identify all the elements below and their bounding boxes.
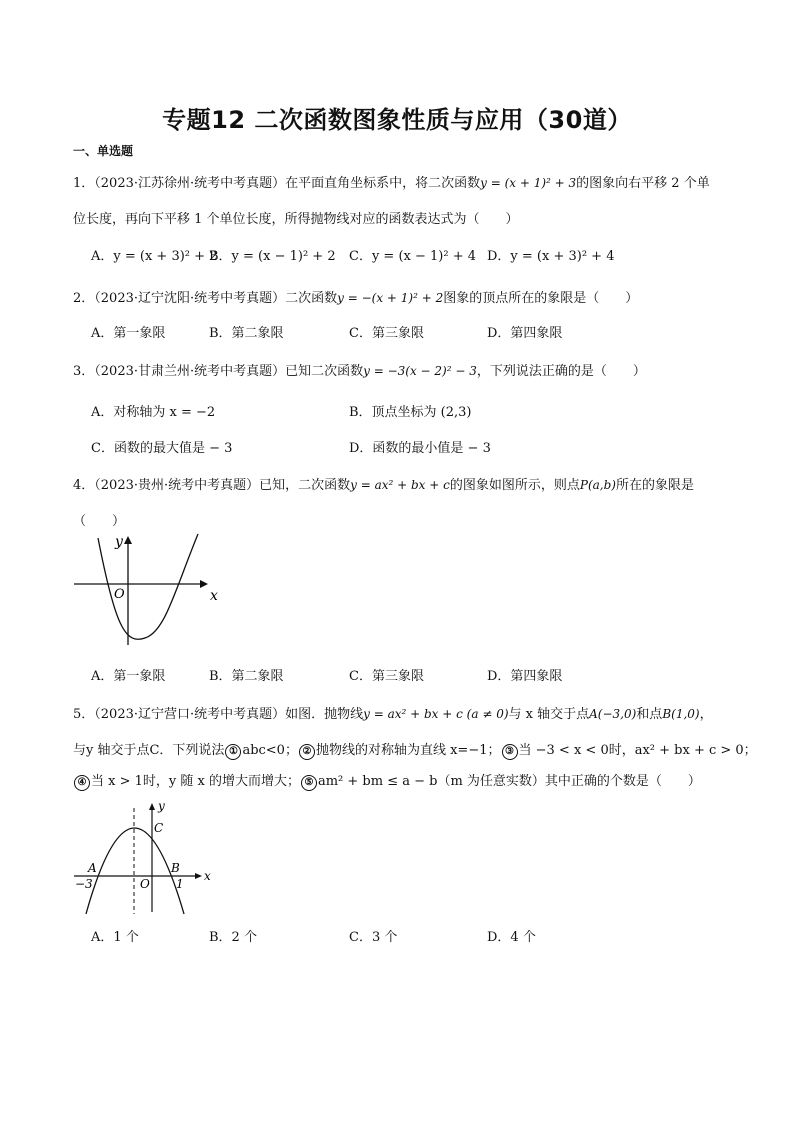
q5-statement-2-marker: ② (299, 744, 315, 760)
q4-option-a[interactable]: A．第一象限 (91, 669, 166, 684)
q4-x-arrow-icon (200, 580, 208, 588)
q5-x-label: x (204, 869, 211, 883)
q1-text: 1．（2023·江苏徐州·统考中考真题）在平面直角坐标系中，将二次函数 (73, 176, 481, 191)
q3-expression: y = −3(x − 2)² − 3 (363, 364, 477, 378)
q3-option-d[interactable]: D．函数的最小值是 − 3 (349, 441, 491, 456)
q4-text-c: 所在的象限是 (615, 478, 694, 493)
q3-option-a[interactable]: A．对称轴为 x = −2 (91, 405, 216, 420)
q5-figure (72, 800, 222, 918)
q2-option-b[interactable]: B．第二象限 (209, 326, 284, 341)
q5-origin-label: O (140, 877, 150, 891)
q5-statement-5: am² + bm ≤ a − b（m 为任意实数）其中正确的个数是（ ） (317, 774, 701, 789)
q5-stem-line2 (73, 739, 757, 760)
q5-statement-4: 当 x > 1时，y 随 x 的增大而增大； (91, 774, 300, 789)
q5-point-b: B(1,0) (662, 707, 700, 721)
q5-text-b: 与 x 轴交于点 (508, 707, 590, 722)
q5-expression: y = ax² + bx + c (a ≠ 0) (363, 707, 509, 721)
q5-minus3-label: −3 (75, 877, 93, 891)
q4-point: P(a,b) (579, 478, 616, 492)
q3-option-b[interactable]: B．顶点坐标为 (2,3) (349, 405, 472, 420)
q3-stem (73, 360, 646, 379)
q4-parabola (98, 534, 198, 639)
q4-text: 4．（2023·贵州·统考中考真题）已知，二次函数 (73, 478, 351, 493)
q5-one-label: 1 (176, 877, 184, 891)
q1-option-b[interactable]: B．y = (x − 1)² + 2 (209, 249, 336, 264)
q4-text-b: 的图象如图所示，则点 (449, 478, 580, 493)
q5-stem-line1 (73, 703, 713, 722)
q1-option-c[interactable]: C．y = (x − 1)² + 4 (349, 249, 476, 264)
q2-option-d[interactable]: D．第四象限 (487, 326, 563, 341)
q1-text-b: 的图象向右平移 2 个单 (576, 176, 710, 191)
q1-stem-line1 (73, 172, 710, 191)
q2-stem (73, 287, 638, 306)
q4-figure (70, 530, 230, 650)
q4-stem-line1 (73, 474, 694, 493)
q5-b-label: B (171, 861, 180, 875)
q4-y-label: y (115, 534, 123, 550)
q5-option-c[interactable]: C．3 个 (349, 930, 398, 945)
q2-text: 2．（2023·辽宁沈阳·统考中考真题）二次函数 (73, 291, 338, 306)
q4-option-d[interactable]: D．第四象限 (487, 669, 563, 684)
q5-option-d[interactable]: D．4 个 (487, 930, 536, 945)
q2-text-b: 图象的顶点所在的象限是（ ） (443, 291, 639, 306)
q5-option-a[interactable]: A．1 个 (91, 930, 139, 945)
q3-text-b: ，下列说法正确的是（ ） (476, 364, 646, 379)
q2-option-a[interactable]: A．第一象限 (91, 326, 166, 341)
q3-text: 3．（2023·甘肃兰州·统考中考真题）已知二次函数 (73, 364, 364, 379)
q5-x-arrow-icon (195, 873, 202, 879)
q5-a-label: A (88, 861, 97, 875)
q1-option-d[interactable]: D．y = (x + 3)² + 4 (487, 249, 615, 264)
q5-text-a: 5．（2023·辽宁营口·统考中考真题）如图．抛物线 (73, 707, 364, 722)
q3-option-c[interactable]: C．函数的最大值是 − 3 (91, 441, 233, 456)
q4-option-c[interactable]: C．第三象限 (349, 669, 424, 684)
q5-option-b[interactable]: B．2 个 (209, 930, 257, 945)
q5-statement-5-marker: ⑤ (301, 775, 317, 791)
q2-expression: y = −(x + 1)² + 2 (337, 291, 444, 305)
page-title: 专题12 二次函数图象性质与应用（30道） (162, 106, 632, 134)
q1-option-a[interactable]: A．y = (x + 3)² + 2 (91, 249, 218, 264)
q4-option-b[interactable]: B．第二象限 (209, 669, 284, 684)
q4-expression: y = ax² + bx + c (350, 478, 450, 492)
q5-statement-3: 当 −3 < x < 0时，ax² + bx + c > 0； (518, 743, 757, 758)
q5-text-2a: 与y 轴交于点C．下列说法 (73, 743, 225, 758)
q5-point-a: A(−3,0) (589, 707, 637, 721)
q4-origin-label: O (114, 587, 125, 602)
q5-text-c: 和点 (636, 707, 663, 722)
q5-c-label: C (154, 821, 164, 835)
q2-option-c[interactable]: C．第三象限 (349, 326, 424, 341)
q5-statement-3-marker: ③ (502, 744, 518, 760)
q5-text-d: ， (699, 707, 713, 722)
q5-y-arrow-icon (149, 803, 155, 810)
q5-statement-1: abc<0； (242, 743, 298, 758)
q1-expression: y = (x + 1)² + 3 (480, 176, 577, 190)
q5-y-label: y (158, 800, 165, 813)
q4-x-label: x (210, 588, 218, 604)
q5-statement-2: 抛物线的对称轴为直线 x=−1； (315, 743, 501, 758)
q5-stem-line3 (73, 770, 701, 791)
q5-statement-4-marker: ④ (74, 775, 90, 791)
q5-parabola (86, 828, 184, 914)
q1-stem-line2: 位长度，再向下平移 1 个单位长度，所得抛物线对应的函数表达式为（ ） (73, 212, 519, 227)
section-heading: 一、单选题 (73, 144, 134, 158)
q4-y-arrow-icon (124, 536, 132, 544)
q5-statement-1-marker: ① (225, 744, 241, 760)
q4-stem-line2: （ ） (73, 514, 126, 529)
